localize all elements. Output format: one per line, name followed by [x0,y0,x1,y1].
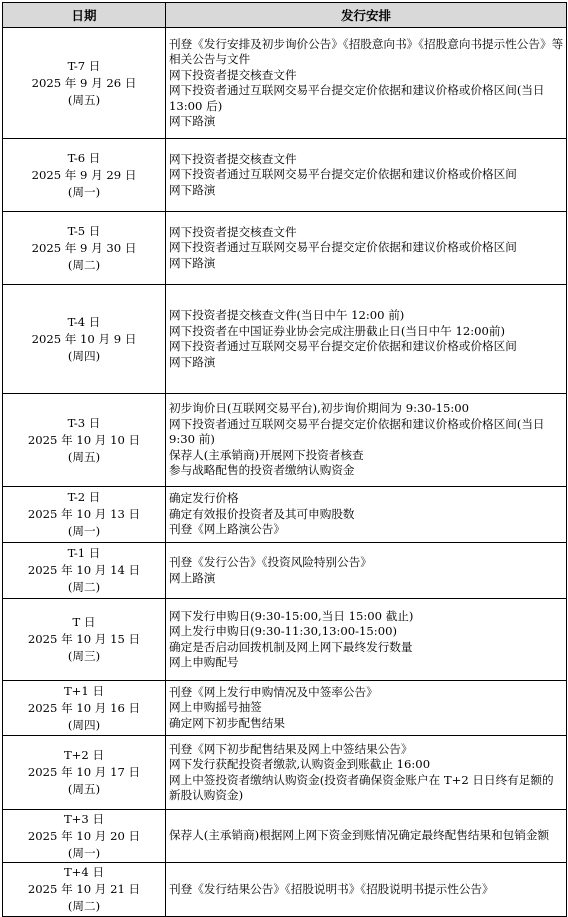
date-date: 2025 年 9 月 26 日 [31,75,137,90]
date-cell [3,394,166,487]
date-day: T-5 日 [67,223,101,238]
schedule-item: 网下投资者提交核查文件 [169,67,297,82]
date-day: T-6 日 [67,150,101,165]
date-day: T+2 日 [63,748,105,762]
schedule-item: 网下发行申购日(9:30-15:00,当日 15:00 截止) [169,608,414,623]
schedule-item: 确定网下初步配售结果 [169,715,285,730]
schedule-item: 网上申购配号 [169,655,239,669]
date-cell [3,681,166,736]
date-day: T-1 日 [67,546,101,560]
table-row [3,285,567,394]
schedule-item: 网上中签投资者缴纳认购资金(投资者确保资金账户在 T+2 日日终有足额的新股认购资金) [169,772,554,802]
date-day: T+1 日 [63,683,105,698]
date-date: 2025 年 10 月 20 日 [27,828,141,843]
date-weekday: (周二) [67,580,101,594]
schedule-item: 初步询价日(互联网交易平台),初步询价期间为 9:30-15:00 [169,401,470,416]
table-row [3,139,567,212]
schedule-item: 网上路演 [169,570,216,585]
schedule-item: 刊登《发行安排及初步询价公告》《招股意向书》《招股意向书提示性公告》等相关公告与文件 [169,36,564,66]
date-date: 2025 年 9 月 29 日 [31,167,137,182]
table-row [3,487,567,543]
schedule-item: 网下投资者提交核查文件(当日中午 12:00 前) [169,308,405,322]
date-cell [3,863,166,917]
schedule-cell [166,394,567,487]
schedule-item: 网下投资者在中国证券业协会完成注册截止日(当日中午 12:00前) [169,323,505,338]
date-day: T 日 [72,615,96,629]
date-date: 2025 年 10 月 21 日 [27,882,141,896]
date-date: 2025 年 10 月 16 日 [27,700,141,715]
schedule-item: 确定是否启动回拨机制及网上网下最终发行数量 [169,639,413,654]
schedule-cell [166,599,567,681]
schedule-item: 网上申购摇号抽签 [169,700,262,715]
date-cell [3,543,166,599]
schedule-item: 刊登《发行公告》《投资风险特别公告》 [169,555,372,569]
date-cell [3,599,166,681]
table-row [3,863,567,917]
date-weekday: (周三) [67,649,101,663]
date-weekday: (周五) [67,92,101,107]
date-day: T-4 日 [67,314,101,329]
schedule-item: 刊登《网上路演公告》 [169,522,285,537]
schedule-item: 网下路演 [169,114,216,128]
date-weekday: (周四) [67,717,101,732]
date-cell [3,736,166,810]
date-day: T-3 日 [67,415,101,430]
table-row [3,810,567,863]
schedule-cell [166,863,567,917]
header-date: 日期 [3,3,166,28]
date-weekday: (周二) [67,257,101,272]
date-weekday: (周一) [67,184,101,199]
date-cell [3,487,166,543]
table-row [3,212,567,285]
schedule-item: 刊登《发行结果公告》《招股说明书》《招股说明书提示性公告》 [169,881,494,896]
date-day: T-2 日 [67,490,101,504]
schedule-item: 参与战略配售的投资者缴纳认购资金 [169,463,355,478]
table-row [3,28,567,139]
date-cell [3,139,166,212]
schedule-item: 保荐人(主承销商)根据网上网下资金到账情况确定最终配售结果和包销金额 [169,828,550,843]
schedule-cell [166,736,567,810]
schedule-table [2,2,567,917]
date-cell [3,810,166,863]
schedule-cell [166,487,567,543]
schedule-cell [166,139,567,212]
date-date: 2025 年 10 月 9 日 [31,331,137,346]
table-row [3,681,567,736]
schedule-cell [166,810,567,863]
date-date: 2025 年 10 月 14 日 [27,563,141,577]
schedule-item: 网下路演 [169,255,216,270]
table-row [3,543,567,599]
header-row [3,3,567,28]
header-schedule: 发行安排 [166,3,567,28]
date-date: 2025 年 10 月 15 日 [27,632,141,646]
date-weekday: (周一) [67,845,101,860]
schedule-item: 网下投资者提交核查文件 [169,151,297,166]
schedule-item: 保荐人(主承销商)开展网下投资者核查 [169,447,364,462]
date-day: T+3 日 [63,811,105,826]
date-date: 2025 年 10 月 17 日 [27,765,141,779]
date-day: T-7 日 [67,58,101,73]
table-row [3,394,567,487]
date-day: T+4 日 [63,865,105,879]
schedule-cell [166,681,567,736]
schedule-item: 确定有效报价投资者及其可申购股数 [169,506,355,521]
schedule-item: 网下投资者通过互联网交易平台提交定价依据和建议价格或价格区间 [169,167,517,182]
schedule-cell [166,28,567,139]
table-row [3,599,567,681]
table-row [3,736,567,810]
schedule-item: 网下路演 [169,354,216,369]
schedule-cell [166,212,567,285]
schedule-item: 刊登《网下初步配售结果及网上中签结果公告》 [169,741,413,756]
date-cell [3,212,166,285]
schedule-item: 网下投资者提交核查文件 [169,224,297,239]
date-cell [3,285,166,394]
schedule-item: 网下投资者通过互联网交易平台提交定价依据和建议价格或价格区间 [169,240,517,255]
schedule-item: 确定发行价格 [169,491,239,506]
schedule-cell [166,285,567,394]
schedule-cell [166,543,567,599]
schedule-item: 网上发行申购日(9:30-11:30,13:00-15:00) [169,624,397,638]
schedule-item: 网下投资者通过互联网交易平台提交定价依据和建议价格或价格区间(当日 9:30 前) [169,416,545,447]
date-date: 2025 年 9 月 30 日 [31,240,137,255]
date-weekday: (周五) [67,782,101,796]
schedule-item: 网下投资者通过互联网交易平台提交定价依据和建议价格或价格区间(当日 13:00 后) [169,83,545,113]
date-weekday: (周五) [67,449,101,464]
date-date: 2025 年 10 月 13 日 [27,507,141,521]
date-date: 2025 年 10 月 10 日 [27,432,141,447]
schedule-item: 网下投资者通过互联网交易平台提交定价依据和建议价格或价格区间 [169,339,517,353]
schedule-item: 刊登《网上发行申购情况及中签率公告》 [169,684,378,699]
date-cell [3,28,166,139]
schedule-item: 网下路演 [169,182,216,197]
date-weekday: (周一) [67,524,101,538]
date-weekday: (周四) [67,348,101,363]
date-weekday: (周二) [67,899,101,913]
schedule-item: 网下发行获配投资者缴款,认购资金到账截止 16:00 [169,757,431,771]
